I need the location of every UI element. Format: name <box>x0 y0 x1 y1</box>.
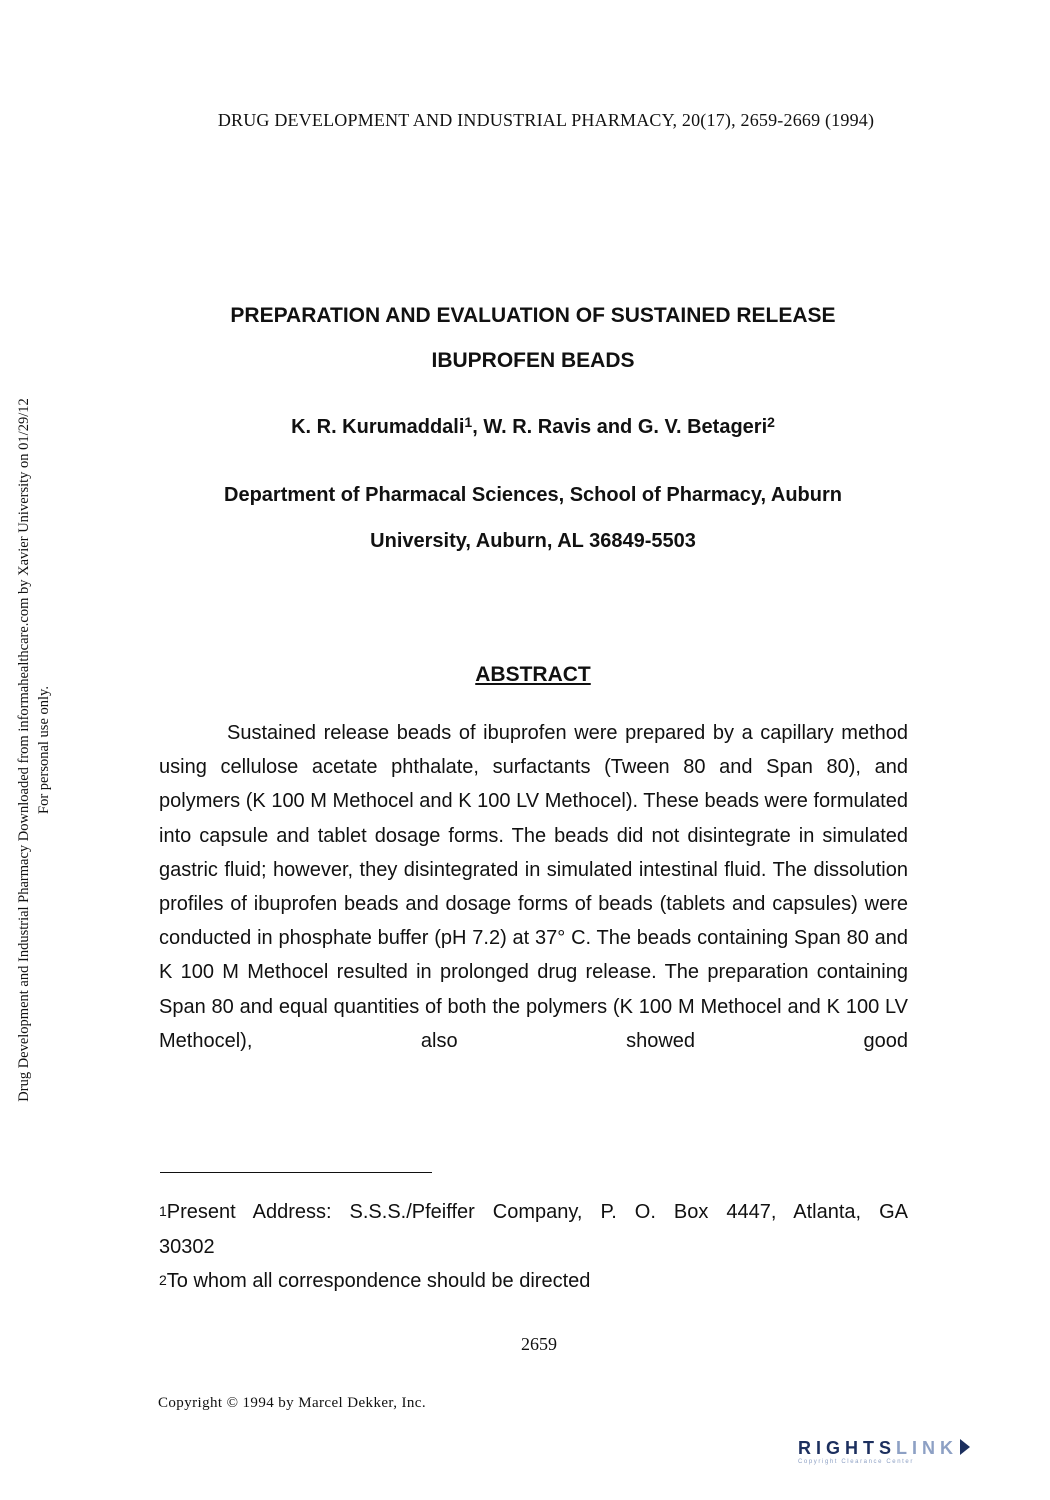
download-watermark-line-2: For personal use only. <box>36 686 52 814</box>
footnote-mark: 1 <box>464 414 473 430</box>
copyright-notice: Copyright © 1994 by Marcel Dekker, Inc. <box>158 1395 426 1411</box>
footnote-1 <box>159 1195 908 1230</box>
footnote-mark: 2 <box>767 414 775 430</box>
author-name: K. R. Kurumaddali <box>291 416 465 438</box>
footnote-2 <box>159 1264 908 1299</box>
rightslink-tagline: Copyright Clearance Center <box>798 1459 914 1465</box>
affiliation-line-2: University, Auburn, AL 36849-5503 <box>370 530 696 552</box>
footnote-1-continuation: 30302 <box>159 1235 215 1258</box>
author-names: , W. R. Ravis and G. V. Betageri <box>472 416 768 438</box>
running-head: DRUG DEVELOPMENT AND INDUSTRIAL PHARMACY, 20(17), 2659-2669 (1994) <box>217 110 875 130</box>
footnote-divider <box>160 1172 432 1173</box>
footnotes <box>159 1195 908 1299</box>
article-title-line-2: IBUPROFEN BEADS <box>431 349 635 372</box>
footnote-mark: 1 <box>159 1203 167 1219</box>
download-watermark <box>14 340 74 1160</box>
rightslink-logo[interactable] <box>798 1438 1030 1472</box>
author-list <box>0 416 1050 439</box>
download-watermark-line-1: Drug Development and Industrial Pharmacy Downloaded from informahealthcare.com by Xavier University on 01/29/12 <box>16 398 32 1102</box>
abstract-text: Sustained release beads of ibuprofen were prepared by a capillary method using cellulose acetate phthalate, surfactants (Tween 80 and Span 80), and polymers (K 100 M Methocel and K 100 LV Methocel). These beads were formulated into capsule and tablet dosage forms. The beads did not disintegrate in simulated gastric fluid; however, they disintegrated in simulated intestinal fluid. The dissolution profiles of ibuprofen beads and dosage forms of beads (tablets and capsules) were conducted in phosphate buffer (pH 7.2) at 37° C. The beads containing Span 80 and K 100 M Methocel resulted in prolonged drug release. The preparation containing Span 80 and equal quantities of both the polymers (K 100 M Methocel and K 100 LV Methocel), also showed good <box>159 722 908 1052</box>
affiliation-line-1: Department of Pharmacal Sciences, School of Pharmacy, Auburn <box>224 484 842 506</box>
footnote-2-text: To whom all correspondence should be directed <box>166 1270 591 1292</box>
article-title-line-1: PREPARATION AND EVALUATION OF SUSTAINED RELEASE <box>230 304 836 327</box>
abstract-heading: ABSTRACT <box>475 663 591 686</box>
rightslink-wordmark: RIGHTSLINK <box>798 1438 1030 1458</box>
footnote-mark: 2 <box>159 1272 167 1288</box>
page-number: 2659 <box>521 1334 557 1354</box>
chevron-right-icon <box>960 1439 970 1455</box>
footnote-1-text: Present Address: S.S.S./Pfeiffer Company, P. O. Box 4447, Atlanta, GA <box>166 1201 908 1223</box>
